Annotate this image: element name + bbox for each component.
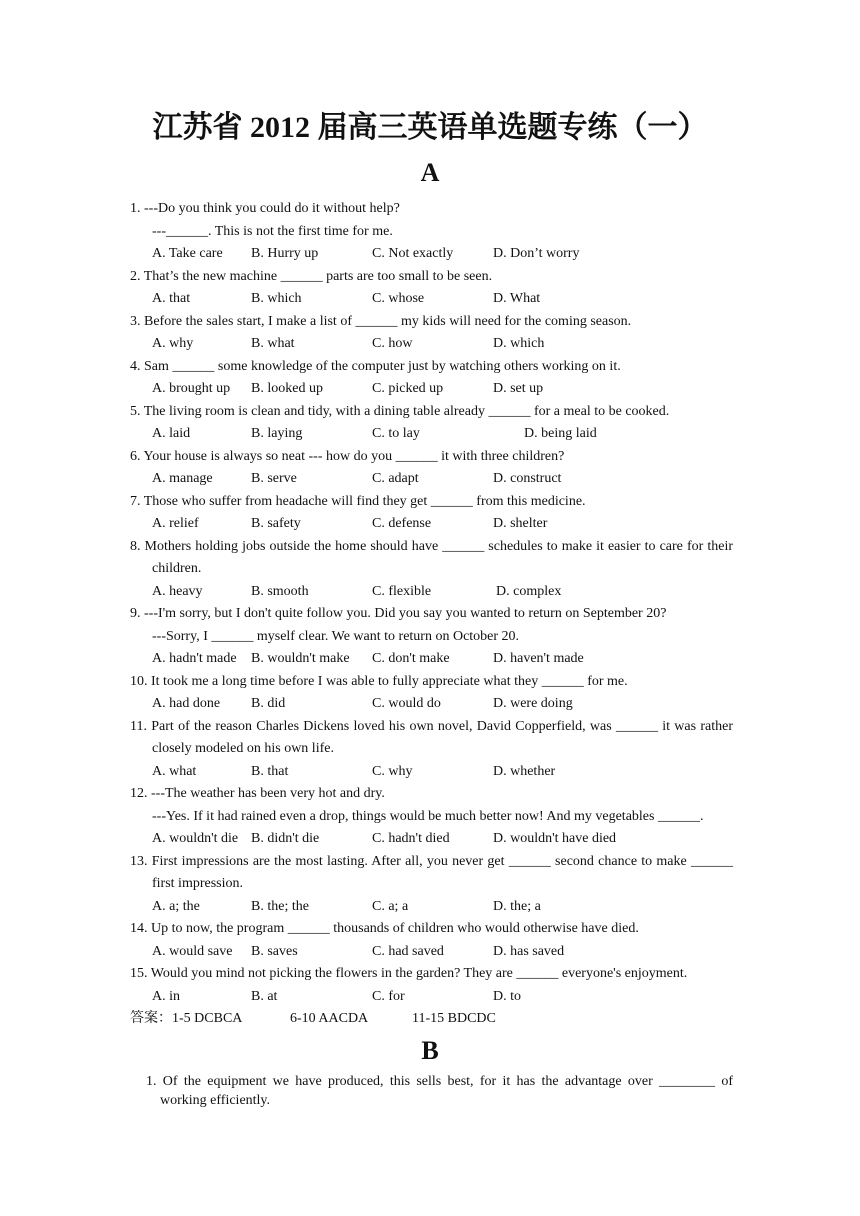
option-a: A. wouldn't die xyxy=(152,831,239,846)
option-a: A. that xyxy=(152,291,191,306)
option-b: B. at xyxy=(251,988,278,1004)
question-stem: 14. Up to now, the program ______ thousands of children who would otherwise have died. xyxy=(130,921,639,936)
question-15 xyxy=(130,963,733,1008)
option-a: A. a; the xyxy=(152,898,200,914)
section-b-questions xyxy=(146,1072,733,1110)
option-c: C. flexible xyxy=(372,583,432,599)
question-stem: 3. Before the sales start, I make a list of ______ my kids will need for the coming season. xyxy=(130,313,632,329)
option-a: A. hadn't made xyxy=(152,651,237,666)
question-stem: 2. That’s the new machine ______ parts are too small to be seen. xyxy=(130,268,493,284)
option-c: C. adapt xyxy=(372,471,419,486)
option-d: D. has saved xyxy=(493,943,565,959)
question-12 xyxy=(130,783,733,851)
question-stem: 5. The living room is clean and tidy, with a dining table already ______ for a meal to be cooked. xyxy=(130,403,670,419)
option-c: C. for xyxy=(372,988,405,1004)
option-a: A. relief xyxy=(152,516,199,531)
question-9 xyxy=(130,603,733,671)
option-a: A. manage xyxy=(152,471,213,486)
options-row xyxy=(130,468,733,491)
question-stem: 1. ---Do you think you could do it without help? xyxy=(130,201,400,216)
question-13 xyxy=(130,851,733,919)
option-d: D. were doing xyxy=(493,696,573,711)
option-c: C. picked up xyxy=(372,381,444,396)
question-stem: 9. ---I'm sorry, but I don't quite follow you. Did you say you wanted to return on September 20? xyxy=(130,606,667,621)
answer-group-2: 6-10 AACDA xyxy=(290,1011,369,1026)
option-d: D. which xyxy=(493,336,545,351)
question-stem: 12. ---The weather has been very hot and dry. xyxy=(130,786,385,801)
answer-group-3: 11-15 BDCDC xyxy=(412,1011,496,1026)
option-a: A. what xyxy=(152,763,197,779)
option-d: D. What xyxy=(493,291,541,306)
question-stem: 15. Would you mind not picking the flowers in the garden? They are ______ everyone's enjoyment. xyxy=(130,966,688,981)
options-row xyxy=(130,828,733,851)
question-8 xyxy=(130,536,733,604)
option-d: D. construct xyxy=(493,471,562,486)
option-c: C. Not exactly xyxy=(372,246,454,261)
option-d: D. set up xyxy=(493,381,544,396)
option-b: B. serve xyxy=(251,471,297,486)
option-b: B. laying xyxy=(251,426,303,441)
page-title: 江苏省 2012 届高三英语单选题专练（一） xyxy=(152,111,708,144)
option-b: B. what xyxy=(251,336,295,351)
option-a: A. heavy xyxy=(152,583,203,599)
option-a: A. would save xyxy=(152,943,233,959)
question-stem-reply: ---______. This is not the first time for me. xyxy=(152,223,393,239)
question-5 xyxy=(130,401,733,446)
option-b: B. saves xyxy=(251,943,298,959)
option-d: D. whether xyxy=(493,763,556,779)
option-b: B. smooth xyxy=(251,583,309,599)
option-c: C. a; a xyxy=(372,898,409,914)
question-6 xyxy=(130,446,733,491)
question-stem: 6. Your house is always so neat --- how do you ______ it with three children? xyxy=(130,448,565,464)
options-row xyxy=(130,581,733,604)
option-d: D. being laid xyxy=(524,426,597,441)
option-c: C. would do xyxy=(372,696,441,711)
question-1 xyxy=(130,198,733,266)
option-c: C. hadn't died xyxy=(372,831,450,846)
question-stem: 8. Mothers holding jobs outside the home should have ______ schedules to make it easier to care for their children. xyxy=(130,538,733,576)
options-row xyxy=(130,896,733,919)
option-c: C. to lay xyxy=(372,426,420,441)
answer-key xyxy=(130,1008,733,1031)
question-stem: 13. First impressions are the most lasting. After all, you never get ______ second chance to make ______ first impression. xyxy=(130,853,733,891)
option-d: D. shelter xyxy=(493,516,548,531)
option-b: B. the; the xyxy=(251,898,309,914)
section-a-questions xyxy=(130,198,733,1031)
option-d: D. complex xyxy=(496,583,562,599)
option-b: B. wouldn't make xyxy=(251,651,350,666)
options-row xyxy=(130,378,733,401)
question-stem-reply: ---Sorry, I ______ myself clear. We want to return on October 20. xyxy=(152,628,520,644)
option-b: B. safety xyxy=(251,516,301,531)
option-b: B. didn't die xyxy=(251,831,320,846)
options-row xyxy=(130,693,733,716)
question-10 xyxy=(130,671,733,716)
option-a: A. why xyxy=(152,336,194,351)
question-2 xyxy=(130,266,733,311)
option-c: C. whose xyxy=(372,291,425,306)
option-d: D. haven't made xyxy=(493,651,584,666)
option-d: D. wouldn't have died xyxy=(493,831,617,846)
option-d: D. the; a xyxy=(493,898,541,914)
options-row xyxy=(130,243,733,266)
question-4 xyxy=(130,356,733,401)
options-row xyxy=(130,423,733,446)
option-c: C. how xyxy=(372,336,413,351)
answer-group-1: 1-5 DCBCA xyxy=(172,1011,243,1026)
option-b: B. did xyxy=(251,696,286,711)
options-row xyxy=(130,986,733,1009)
option-d: D. Don’t worry xyxy=(493,246,580,261)
question-stem: 11. Part of the reason Charles Dickens loved his own novel, David Copperfield, was ______ it was rather closely modeled on his own life. xyxy=(130,718,733,756)
option-a: A. had done xyxy=(152,696,221,711)
question-11 xyxy=(130,716,733,784)
question-stem-reply: ---Yes. If it had rained even a drop, things would be much better now! And my vegetables ______. xyxy=(152,808,704,824)
question-b-1: 1. Of the equipment we have produced, this sells best, for it has the advantage over ________ of working efficiently. xyxy=(146,1074,733,1108)
options-row xyxy=(130,761,733,784)
options-row xyxy=(130,288,733,311)
option-c: C. defense xyxy=(372,516,432,531)
question-stem: 7. Those who suffer from headache will find they get ______ from this medicine. xyxy=(130,493,586,509)
options-row xyxy=(130,333,733,356)
option-b: B. looked up xyxy=(251,381,323,396)
option-d: D. to xyxy=(493,988,521,1004)
option-c: C. why xyxy=(372,763,413,779)
option-b: B. Hurry up xyxy=(251,246,319,261)
option-a: A. in xyxy=(152,988,180,1004)
question-stem: 4. Sam ______ some knowledge of the computer just by watching others working on it. xyxy=(130,358,621,374)
option-c: C. don't make xyxy=(372,651,450,666)
options-row xyxy=(130,941,733,964)
section-a-heading: A xyxy=(420,158,440,187)
option-a: A. brought up xyxy=(152,381,231,396)
question-14 xyxy=(130,918,733,963)
option-b: B. that xyxy=(251,763,289,779)
option-b: B. which xyxy=(251,291,302,306)
options-row xyxy=(130,513,733,536)
section-b-heading: B xyxy=(421,1036,439,1065)
options-row xyxy=(130,648,733,671)
option-c: C. had saved xyxy=(372,943,444,959)
option-a: A. Take care xyxy=(152,246,223,261)
question-3 xyxy=(130,311,733,356)
option-a: A. laid xyxy=(152,426,191,441)
answer-label: 答案： xyxy=(130,1011,172,1026)
question-stem: 10. It took me a long time before I was able to fully appreciate what they ______ for me. xyxy=(130,673,628,689)
question-7 xyxy=(130,491,733,536)
